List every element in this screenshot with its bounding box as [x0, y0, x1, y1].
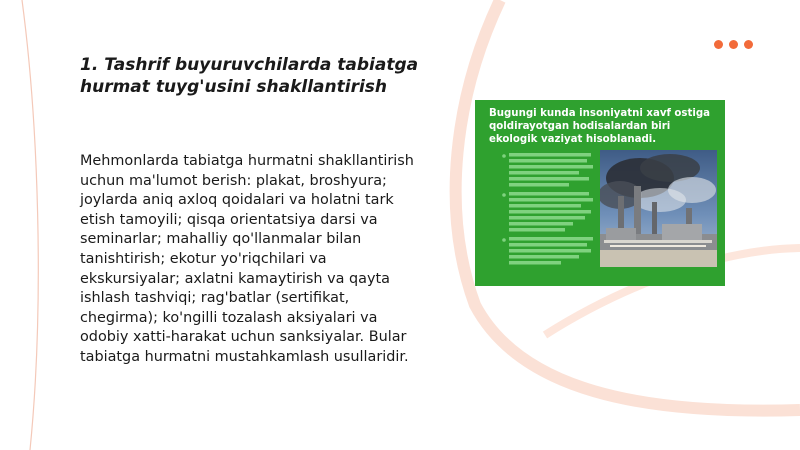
- factory-pollution-photo: [600, 150, 717, 267]
- ecology-figure: [475, 100, 725, 286]
- accent-dot: [744, 40, 753, 49]
- accent-dots: [714, 40, 753, 49]
- accent-dot: [714, 40, 723, 49]
- accent-dot: [729, 40, 738, 49]
- figure-heading: Bugungi kunda insoniyatni xavf ostiga qoldirayotgan hodisalardan biri ekologik vaziyat hisoblanadi.: [489, 108, 711, 146]
- slide-title: 1. Tashrif buyuruvchilarda tabiatga hurmat tuyg'usini shakllantirish: [80, 55, 419, 97]
- slide-body-text: Mehmonlarda tabiatga hurmatni shakllantirish uchun ma'lumot berish: plakat, broshyura; joylarda aniq axloq qoidalari va holatni tark etish tamoyili; qisqa orientatsiya darsi va seminarlar; mahalliy qo'llanmalar bilan tanishtirish; ekotur yo'riqchilari va ekskursiyalar; axlatni kamaytirish va qayta ishlash tashviqi; rag'batlar (sertifikat, chegirma); ko'ngilli tozalash aksiyalari va odobiy xatti-harakat uchun sanksiyalar. Bular tabiatga hurmatni mustahkamlash usullaridir.: [80, 153, 414, 365]
